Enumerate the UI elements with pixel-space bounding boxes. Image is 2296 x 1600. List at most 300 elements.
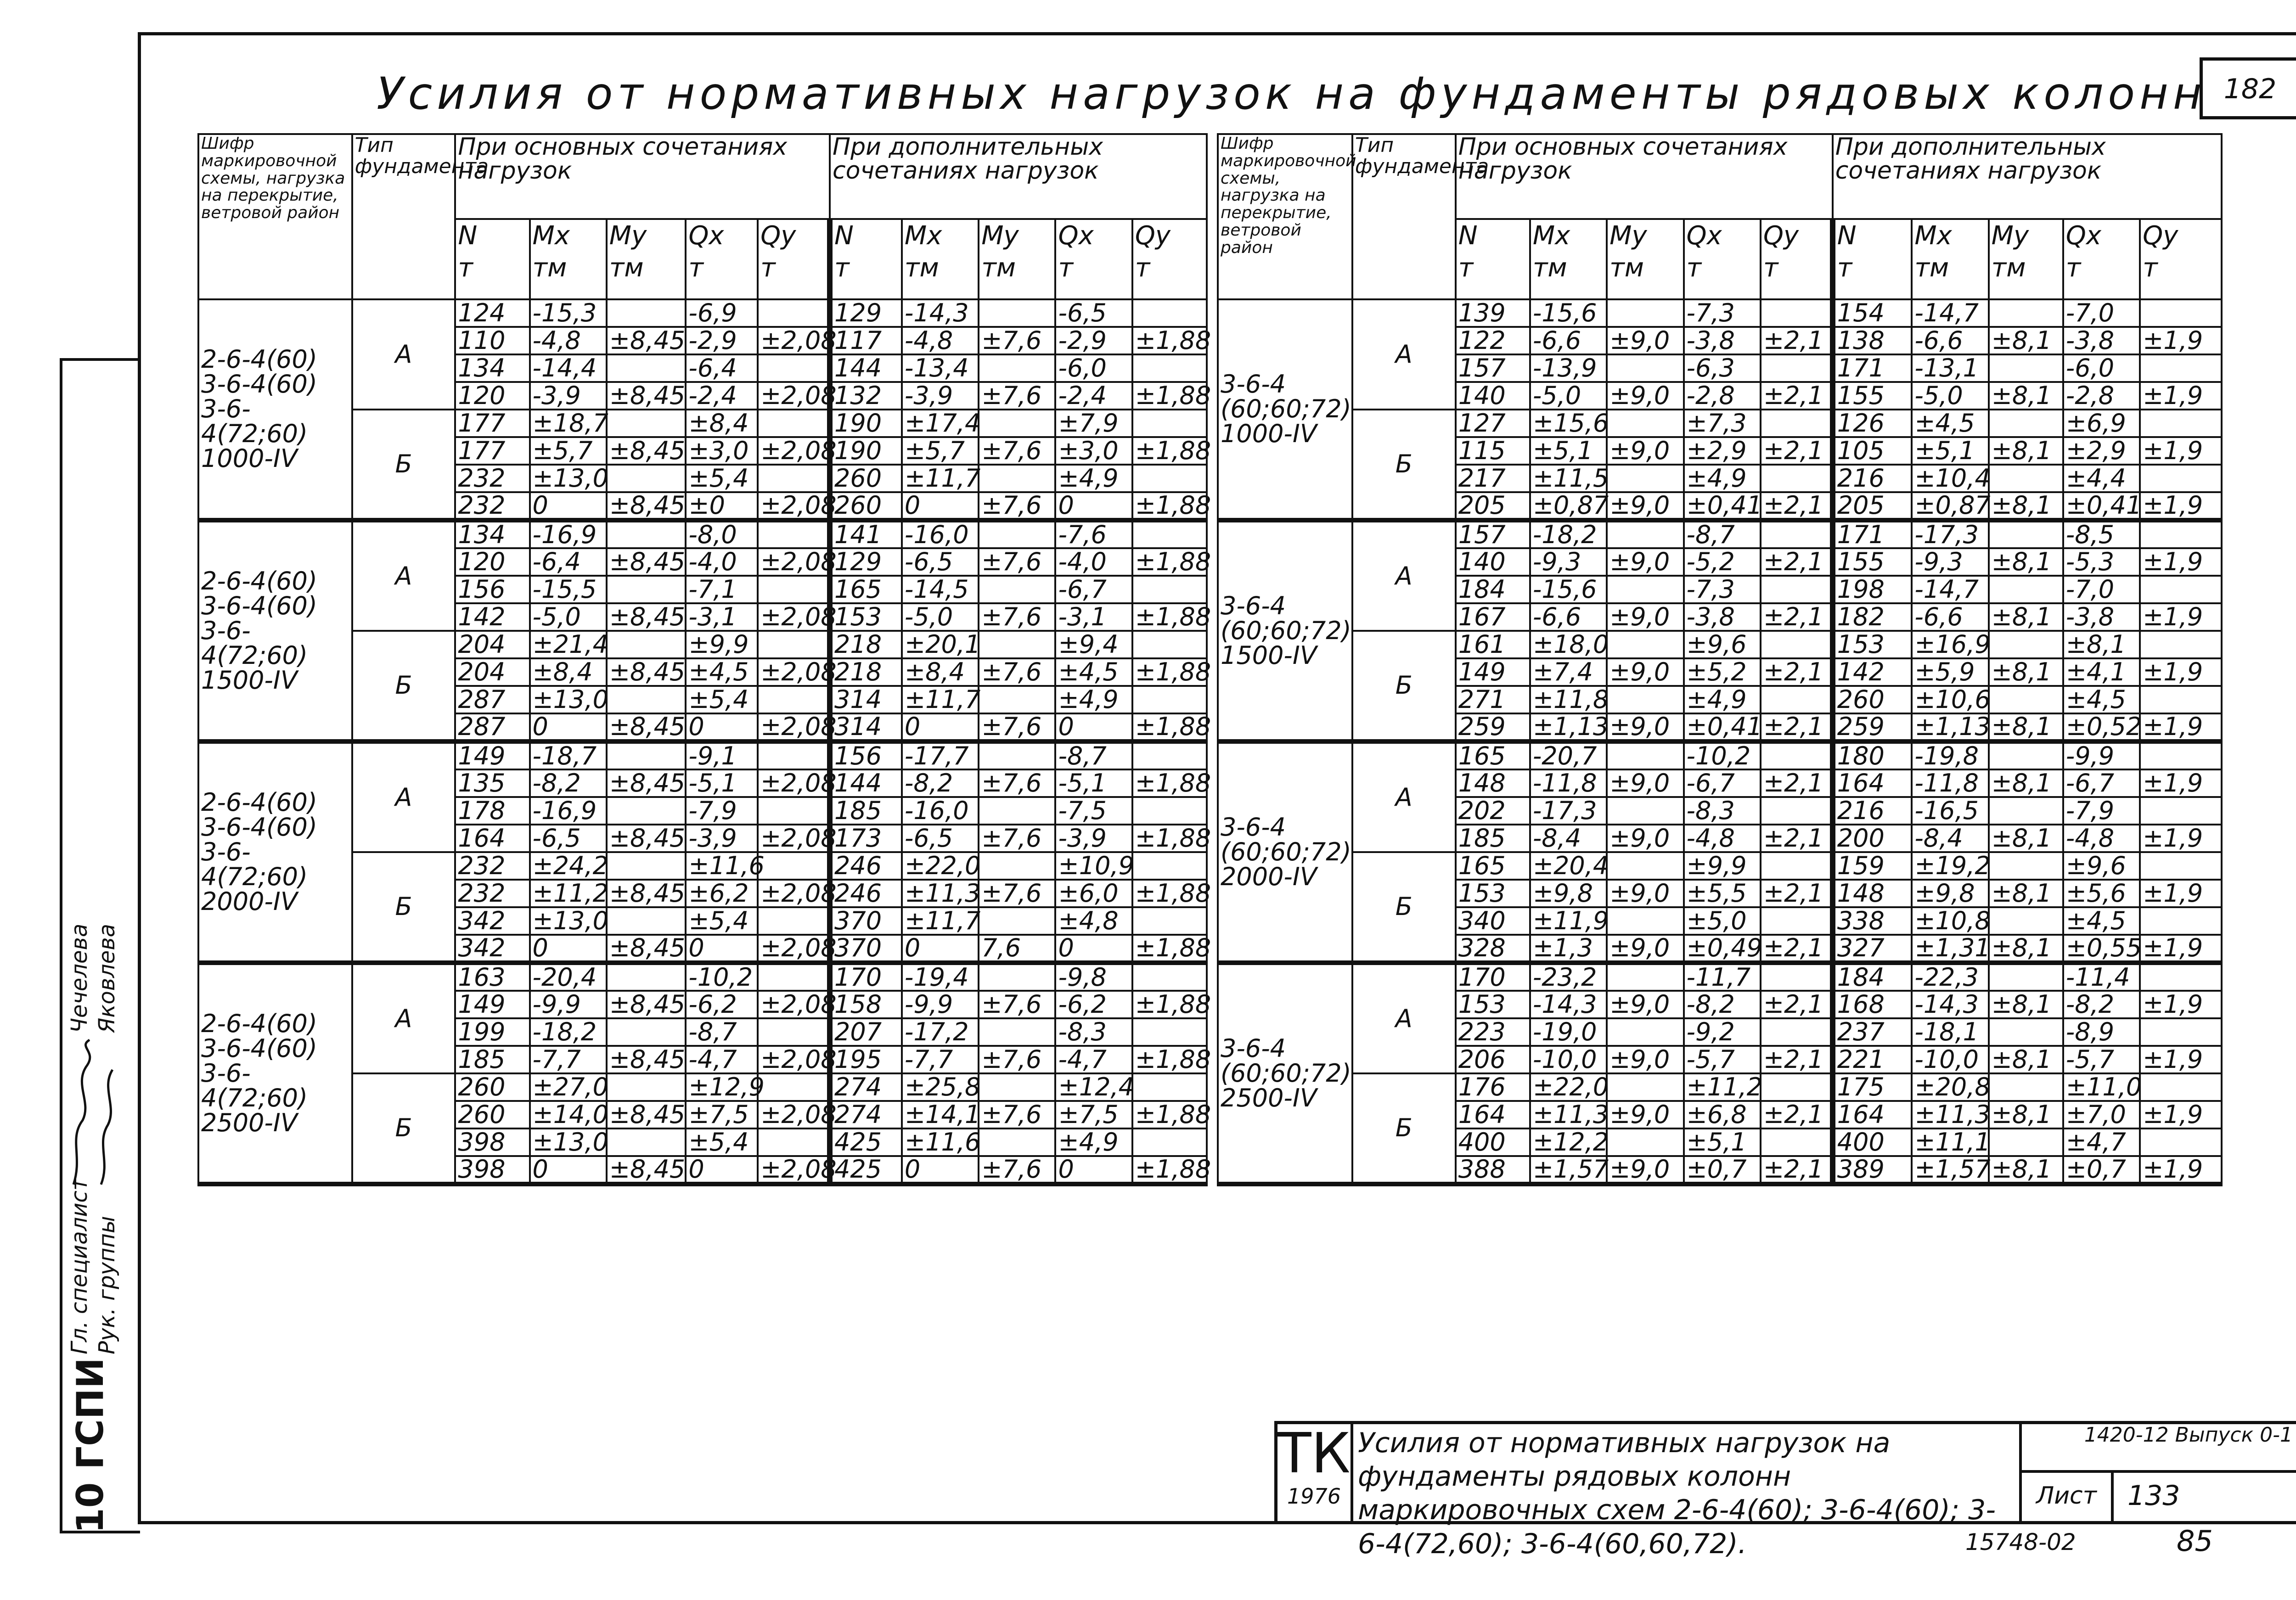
value-cell: -7,7 bbox=[530, 1046, 607, 1073]
value-cell: 0 bbox=[686, 1156, 758, 1184]
value-cell: ±2,08 bbox=[758, 548, 830, 576]
value-cell: ±5,2 bbox=[1684, 658, 1761, 686]
value-cell bbox=[607, 1073, 686, 1101]
value-cell: -16,5 bbox=[1912, 797, 1988, 825]
foundation-type: А bbox=[352, 741, 456, 852]
value-cell: -19,4 bbox=[902, 963, 979, 991]
value-cell bbox=[1989, 631, 2063, 658]
value-cell: 200 bbox=[1833, 825, 1912, 852]
value-cell: ±1,88 bbox=[1132, 382, 1207, 410]
value-cell: -15,6 bbox=[1530, 299, 1607, 327]
value-cell bbox=[1989, 963, 2063, 991]
value-cell: -5,1 bbox=[686, 769, 758, 797]
value-cell: ±4,5 bbox=[2063, 907, 2140, 935]
value-cell: -6,9 bbox=[686, 299, 758, 327]
value-cell bbox=[1607, 520, 1683, 548]
value-cell bbox=[758, 963, 830, 991]
value-cell: ±8,1 bbox=[1989, 548, 2063, 576]
value-cell: -14,4 bbox=[530, 354, 607, 382]
table-row bbox=[1218, 1073, 2222, 1101]
side-stamp-name2: Яковлева bbox=[94, 924, 120, 1033]
column-header: Qy т bbox=[758, 219, 830, 299]
value-cell: 0 bbox=[686, 713, 758, 741]
series-label: 1420-12 Выпуск 0-1 bbox=[2084, 1423, 2293, 1447]
value-cell: -13,9 bbox=[1530, 354, 1607, 382]
value-cell: -3,9 bbox=[686, 825, 758, 852]
value-cell: ±0,41 bbox=[2063, 492, 2140, 520]
value-cell bbox=[607, 1128, 686, 1156]
value-cell: ±0,52 bbox=[2063, 713, 2140, 741]
value-cell bbox=[1989, 1128, 2063, 1156]
value-cell: 155 bbox=[1833, 548, 1912, 576]
side-stamp-org: 10 ГСПИ bbox=[69, 1358, 112, 1533]
value-cell: -8,2 bbox=[1684, 991, 1761, 1018]
foundation-type: А bbox=[1352, 520, 1456, 631]
value-cell: -6,7 bbox=[1055, 576, 1132, 603]
value-cell: 164 bbox=[1833, 1101, 1912, 1128]
value-cell: -11,8 bbox=[1912, 769, 1988, 797]
value-cell: ±8,45 bbox=[607, 603, 686, 631]
column-header: Qx т bbox=[1684, 219, 1761, 299]
value-cell: ±14,1 bbox=[902, 1101, 979, 1128]
value-cell bbox=[1761, 1128, 1833, 1156]
value-cell bbox=[758, 631, 830, 658]
value-cell: ±1,9 bbox=[2140, 327, 2222, 354]
value-cell: ±8,1 bbox=[1989, 880, 2063, 907]
value-cell: -2,8 bbox=[2063, 382, 2140, 410]
value-cell bbox=[1989, 299, 2063, 327]
value-cell: ±1,88 bbox=[1132, 1156, 1207, 1184]
value-cell bbox=[2140, 631, 2222, 658]
value-cell: 153 bbox=[1833, 631, 1912, 658]
value-cell: ±1,9 bbox=[2140, 1046, 2222, 1073]
value-cell: 154 bbox=[1833, 299, 1912, 327]
value-cell: ±11,6 bbox=[902, 1128, 979, 1156]
value-cell: ±2,1 bbox=[1761, 437, 1833, 465]
value-cell: ±18,0 bbox=[1530, 631, 1607, 658]
value-cell: -5,0 bbox=[530, 603, 607, 631]
value-cell: -9,8 bbox=[1055, 963, 1132, 991]
value-cell: ±4,5 bbox=[1912, 410, 1988, 437]
value-cell bbox=[2140, 1073, 2222, 1101]
value-cell: -19,8 bbox=[1912, 741, 1988, 769]
foundation-type: Б bbox=[352, 1073, 456, 1184]
value-cell: -9,9 bbox=[2063, 741, 2140, 769]
value-cell: ±8,1 bbox=[1989, 991, 2063, 1018]
value-cell: ±2,08 bbox=[758, 935, 830, 963]
value-cell: ±11,1 bbox=[1912, 1128, 1988, 1156]
value-cell bbox=[979, 354, 1055, 382]
value-cell: 398 bbox=[455, 1128, 529, 1156]
value-cell: ±0,87 bbox=[1530, 492, 1607, 520]
value-cell: 232 bbox=[455, 492, 529, 520]
group-label: 3-6-4 (60;60;72) 1500-IV bbox=[1218, 520, 1352, 741]
value-cell: ±8,45 bbox=[607, 327, 686, 354]
value-cell bbox=[2140, 354, 2222, 382]
value-cell: 117 bbox=[830, 327, 902, 354]
value-cell bbox=[979, 410, 1055, 437]
value-cell bbox=[1761, 520, 1833, 548]
value-cell: ±5,1 bbox=[1684, 1128, 1761, 1156]
value-cell bbox=[1989, 410, 2063, 437]
value-cell: -7,3 bbox=[1684, 576, 1761, 603]
value-cell: ±4,4 bbox=[2063, 465, 2140, 492]
value-cell: ±8,1 bbox=[1989, 437, 2063, 465]
value-cell: 190 bbox=[830, 410, 902, 437]
foundation-type: А bbox=[352, 520, 456, 631]
value-cell: ±5,0 bbox=[1684, 907, 1761, 935]
value-cell: 425 bbox=[830, 1128, 902, 1156]
value-cell: ±2,08 bbox=[758, 437, 830, 465]
value-cell: ±7,6 bbox=[979, 327, 1055, 354]
value-cell bbox=[1761, 299, 1833, 327]
title-block-tk bbox=[1277, 1424, 1353, 1521]
value-cell bbox=[1132, 299, 1207, 327]
value-cell bbox=[2140, 299, 2222, 327]
value-cell: ±1,9 bbox=[2140, 658, 2222, 686]
value-cell: 164 bbox=[455, 825, 529, 852]
value-cell: ±2,08 bbox=[758, 991, 830, 1018]
value-cell: 370 bbox=[830, 907, 902, 935]
value-cell: ±9,8 bbox=[1912, 880, 1988, 907]
value-cell: ±4,1 bbox=[2063, 658, 2140, 686]
value-cell: ±4,9 bbox=[1055, 465, 1132, 492]
value-cell bbox=[1607, 797, 1683, 825]
value-cell: ±7,6 bbox=[979, 1101, 1055, 1128]
column-header: Mx тм bbox=[530, 219, 607, 299]
value-cell: -20,4 bbox=[530, 963, 607, 991]
value-cell: ±3,0 bbox=[686, 437, 758, 465]
group-label: 2-6-4(60) 3-6-4(60) 3-6-4(72;60) 2000-IV bbox=[198, 741, 352, 963]
value-cell bbox=[1761, 1073, 1833, 1101]
value-cell: -14,3 bbox=[1912, 991, 1988, 1018]
foundation-type: Б bbox=[352, 852, 456, 963]
foundation-type: Б bbox=[1352, 631, 1456, 741]
value-cell: ±2,08 bbox=[758, 880, 830, 907]
value-cell: -19,0 bbox=[1530, 1018, 1607, 1046]
value-cell: ±2,1 bbox=[1761, 327, 1833, 354]
value-cell: 314 bbox=[830, 686, 902, 713]
value-cell bbox=[2140, 520, 2222, 548]
value-cell: ±7,6 bbox=[979, 603, 1055, 631]
foundation-type: А bbox=[1352, 741, 1456, 852]
value-cell bbox=[607, 576, 686, 603]
value-cell: ±2,1 bbox=[1761, 548, 1833, 576]
value-cell: ±1,9 bbox=[2140, 935, 2222, 963]
value-cell: 259 bbox=[1456, 713, 1530, 741]
header-main-right: При основных сочетаниях нагрузок bbox=[1456, 134, 1833, 219]
value-cell bbox=[1989, 576, 2063, 603]
value-cell: 0 bbox=[902, 492, 979, 520]
value-cell: -3,8 bbox=[1684, 327, 1761, 354]
value-cell: ±2,1 bbox=[1761, 880, 1833, 907]
column-header: Qy т bbox=[1132, 219, 1207, 299]
value-cell: 156 bbox=[455, 576, 529, 603]
value-cell: ±1,88 bbox=[1132, 327, 1207, 354]
value-cell: ±4,8 bbox=[1055, 907, 1132, 935]
value-cell: 232 bbox=[455, 465, 529, 492]
value-cell: 164 bbox=[1833, 769, 1912, 797]
value-cell: ±0,41 bbox=[1684, 713, 1761, 741]
foundation-type: А bbox=[352, 299, 456, 410]
value-cell bbox=[607, 741, 686, 769]
value-cell: ±2,08 bbox=[758, 1101, 830, 1128]
value-cell: -8,2 bbox=[530, 769, 607, 797]
title-block-description: Усилия от нормативных нагрузок на фундаменты рядовых колонн маркировочных схем 2-6-4(60); 3-6-4(60); 3-6-4(72,60); 3-6-4(60,60,72). bbox=[1358, 1427, 1996, 1560]
forces-table-left bbox=[197, 133, 1211, 1186]
value-cell: ±8,1 bbox=[1989, 1156, 2063, 1184]
value-cell: 120 bbox=[455, 548, 529, 576]
column-header: My тм bbox=[1607, 219, 1683, 299]
value-cell: ±22,0 bbox=[902, 852, 979, 880]
value-cell: 287 bbox=[455, 713, 529, 741]
value-cell: 260 bbox=[455, 1073, 529, 1101]
value-cell: ±9,0 bbox=[1607, 1046, 1683, 1073]
value-cell: ±2,1 bbox=[1761, 1046, 1833, 1073]
value-cell: ±5,4 bbox=[686, 686, 758, 713]
value-cell bbox=[1607, 1018, 1683, 1046]
value-cell: ±1,9 bbox=[2140, 1156, 2222, 1184]
value-cell: 190 bbox=[830, 437, 902, 465]
value-cell: -8,2 bbox=[2063, 991, 2140, 1018]
value-cell bbox=[1132, 741, 1207, 769]
value-cell: ±8,45 bbox=[607, 1046, 686, 1073]
value-cell bbox=[1132, 1018, 1207, 1046]
value-cell: 185 bbox=[1456, 825, 1530, 852]
value-cell: ±8,1 bbox=[1989, 825, 2063, 852]
value-cell: -3,8 bbox=[2063, 603, 2140, 631]
value-cell: 144 bbox=[830, 769, 902, 797]
value-cell: 149 bbox=[455, 741, 529, 769]
value-cell: ±6,8 bbox=[1684, 1101, 1761, 1128]
value-cell: ±11,6 bbox=[686, 852, 758, 880]
value-cell: -8,3 bbox=[1684, 797, 1761, 825]
value-cell: ±2,1 bbox=[1761, 603, 1833, 631]
value-cell bbox=[2140, 1128, 2222, 1156]
value-cell: -7,9 bbox=[686, 797, 758, 825]
header-type: Тип фундамента bbox=[352, 134, 456, 299]
value-cell: 161 bbox=[1456, 631, 1530, 658]
value-cell: 129 bbox=[830, 299, 902, 327]
value-cell bbox=[1132, 852, 1207, 880]
value-cell: 153 bbox=[1456, 991, 1530, 1018]
value-cell: ±1,88 bbox=[1132, 769, 1207, 797]
value-cell: ±21,4 bbox=[530, 631, 607, 658]
value-cell: ±8,45 bbox=[607, 991, 686, 1018]
value-cell bbox=[1607, 354, 1683, 382]
value-cell: -6,2 bbox=[1055, 991, 1132, 1018]
value-cell bbox=[607, 631, 686, 658]
value-cell: 165 bbox=[830, 576, 902, 603]
value-cell bbox=[2140, 576, 2222, 603]
value-cell: ±2,1 bbox=[1761, 713, 1833, 741]
value-cell: -5,0 bbox=[1912, 382, 1988, 410]
value-cell bbox=[1761, 576, 1833, 603]
value-cell: ±19,2 bbox=[1912, 852, 1988, 880]
value-cell: -8,7 bbox=[1055, 741, 1132, 769]
value-cell: -10,2 bbox=[1684, 741, 1761, 769]
value-cell bbox=[1607, 907, 1683, 935]
value-cell: 175 bbox=[1833, 1073, 1912, 1101]
value-cell: ±0,49 bbox=[1684, 935, 1761, 963]
value-cell: 173 bbox=[830, 825, 902, 852]
value-cell: ±7,6 bbox=[979, 548, 1055, 576]
value-cell: ±9,0 bbox=[1607, 658, 1683, 686]
value-cell: 129 bbox=[830, 548, 902, 576]
value-cell: 274 bbox=[830, 1101, 902, 1128]
value-cell: ±9,0 bbox=[1607, 327, 1683, 354]
value-cell: 0 bbox=[530, 492, 607, 520]
value-cell: -5,3 bbox=[2063, 548, 2140, 576]
value-cell: 148 bbox=[1456, 769, 1530, 797]
value-cell: -7,3 bbox=[1684, 299, 1761, 327]
value-cell bbox=[1132, 410, 1207, 437]
value-cell: ±25,8 bbox=[902, 1073, 979, 1101]
value-cell: ±9,9 bbox=[686, 631, 758, 658]
value-cell: ±11,2 bbox=[530, 880, 607, 907]
value-cell: -6,6 bbox=[1530, 327, 1607, 354]
value-cell bbox=[607, 907, 686, 935]
value-cell bbox=[979, 741, 1055, 769]
value-cell: -16,0 bbox=[902, 797, 979, 825]
tk-label: ТК bbox=[1277, 1422, 1351, 1486]
value-cell: -23,2 bbox=[1530, 963, 1607, 991]
value-cell: 398 bbox=[455, 1156, 529, 1184]
value-cell: ±14,0 bbox=[530, 1101, 607, 1128]
side-stamp-name1: Чечелева bbox=[67, 923, 92, 1033]
value-cell: ±9,0 bbox=[1607, 382, 1683, 410]
value-cell bbox=[1761, 1018, 1833, 1046]
value-cell: ±9,0 bbox=[1607, 769, 1683, 797]
value-cell: ±1,9 bbox=[2140, 991, 2222, 1018]
value-cell: ±1,88 bbox=[1132, 437, 1207, 465]
value-cell bbox=[607, 299, 686, 327]
value-cell bbox=[607, 410, 686, 437]
value-cell: ±8,45 bbox=[607, 769, 686, 797]
value-cell: 110 bbox=[455, 327, 529, 354]
header-main: При основных сочетаниях нагрузок bbox=[455, 134, 830, 219]
value-cell: ±1,57 bbox=[1530, 1156, 1607, 1184]
value-cell: 170 bbox=[1456, 963, 1530, 991]
value-cell: -13,4 bbox=[902, 354, 979, 382]
value-cell bbox=[1607, 299, 1683, 327]
value-cell: -2,8 bbox=[1684, 382, 1761, 410]
value-cell: ±1,88 bbox=[1132, 1101, 1207, 1128]
column-header: My тм bbox=[979, 219, 1055, 299]
column-header: My тм bbox=[1989, 219, 2063, 299]
foundation-type: Б bbox=[1352, 410, 1456, 520]
value-cell: ±22,0 bbox=[1530, 1073, 1607, 1101]
value-cell: 205 bbox=[1833, 492, 1912, 520]
value-cell: 0 bbox=[902, 1156, 979, 1184]
value-cell bbox=[1989, 797, 2063, 825]
column-header: Qx т bbox=[686, 219, 758, 299]
value-cell: 400 bbox=[1456, 1128, 1530, 1156]
value-cell: ±8,1 bbox=[1989, 769, 2063, 797]
value-cell: ±1,3 bbox=[1530, 935, 1607, 963]
value-cell: ±7,6 bbox=[979, 382, 1055, 410]
value-cell: ±9,4 bbox=[1055, 631, 1132, 658]
value-cell: 7,6 bbox=[979, 935, 1055, 963]
value-cell: ±7,6 bbox=[979, 437, 1055, 465]
value-cell: -6,5 bbox=[530, 825, 607, 852]
value-cell: 202 bbox=[1456, 797, 1530, 825]
value-cell: ±9,0 bbox=[1607, 437, 1683, 465]
value-cell: ±8,4 bbox=[902, 658, 979, 686]
value-cell: ±8,1 bbox=[1989, 492, 2063, 520]
value-cell bbox=[758, 686, 830, 713]
value-cell: 218 bbox=[830, 658, 902, 686]
value-cell: ±1,57 bbox=[1912, 1156, 1988, 1184]
value-cell: 184 bbox=[1456, 576, 1530, 603]
value-cell: ±0 bbox=[686, 492, 758, 520]
value-cell: ±10,9 bbox=[1055, 852, 1132, 880]
value-cell: 260 bbox=[830, 492, 902, 520]
value-cell: ±1,9 bbox=[2140, 1101, 2222, 1128]
value-cell: 207 bbox=[830, 1018, 902, 1046]
value-cell bbox=[1989, 1018, 2063, 1046]
value-cell: ±8,45 bbox=[607, 492, 686, 520]
value-cell: ±2,1 bbox=[1761, 1156, 1833, 1184]
value-cell bbox=[1607, 963, 1683, 991]
value-cell bbox=[1761, 797, 1833, 825]
value-cell: ±13,0 bbox=[530, 465, 607, 492]
value-cell: -2,4 bbox=[1055, 382, 1132, 410]
value-cell: -6,5 bbox=[1055, 299, 1132, 327]
table-row bbox=[1218, 631, 2222, 658]
value-cell: -2,9 bbox=[686, 327, 758, 354]
value-cell bbox=[979, 852, 1055, 880]
value-cell: 216 bbox=[1833, 465, 1912, 492]
value-cell bbox=[758, 797, 830, 825]
value-cell: 205 bbox=[1456, 492, 1530, 520]
value-cell: 0 bbox=[1055, 935, 1132, 963]
value-cell: 148 bbox=[1833, 880, 1912, 907]
value-cell: ±1,13 bbox=[1530, 713, 1607, 741]
value-cell: ±4,5 bbox=[686, 658, 758, 686]
value-cell bbox=[979, 299, 1055, 327]
value-cell: 171 bbox=[1833, 520, 1912, 548]
value-cell: -2,4 bbox=[686, 382, 758, 410]
value-cell: ±9,0 bbox=[1607, 492, 1683, 520]
value-cell: ±9,0 bbox=[1607, 548, 1683, 576]
value-cell: ±8,1 bbox=[1989, 327, 2063, 354]
column-header: Qy т bbox=[1761, 219, 1833, 299]
value-cell: ±11,9 bbox=[1530, 907, 1607, 935]
value-cell: -17,7 bbox=[902, 741, 979, 769]
value-cell: 0 bbox=[530, 935, 607, 963]
value-cell: -4,0 bbox=[686, 548, 758, 576]
value-cell: ±2,08 bbox=[758, 492, 830, 520]
value-cell: -14,3 bbox=[1530, 991, 1607, 1018]
value-cell bbox=[1132, 465, 1207, 492]
value-cell: ±1,88 bbox=[1132, 658, 1207, 686]
value-cell: -8,7 bbox=[686, 1018, 758, 1046]
value-cell: -9,9 bbox=[530, 991, 607, 1018]
value-cell: ±17,4 bbox=[902, 410, 979, 437]
value-cell: 314 bbox=[830, 713, 902, 741]
column-header: N т bbox=[830, 219, 902, 299]
value-cell: -18,1 bbox=[1912, 1018, 1988, 1046]
value-cell: 177 bbox=[455, 410, 529, 437]
value-cell: 0 bbox=[530, 713, 607, 741]
value-cell: 195 bbox=[830, 1046, 902, 1073]
value-cell bbox=[1761, 354, 1833, 382]
value-cell: 158 bbox=[830, 991, 902, 1018]
value-cell: ±7,5 bbox=[1055, 1101, 1132, 1128]
value-cell: ±20,4 bbox=[1530, 852, 1607, 880]
value-cell: ±5,4 bbox=[686, 465, 758, 492]
